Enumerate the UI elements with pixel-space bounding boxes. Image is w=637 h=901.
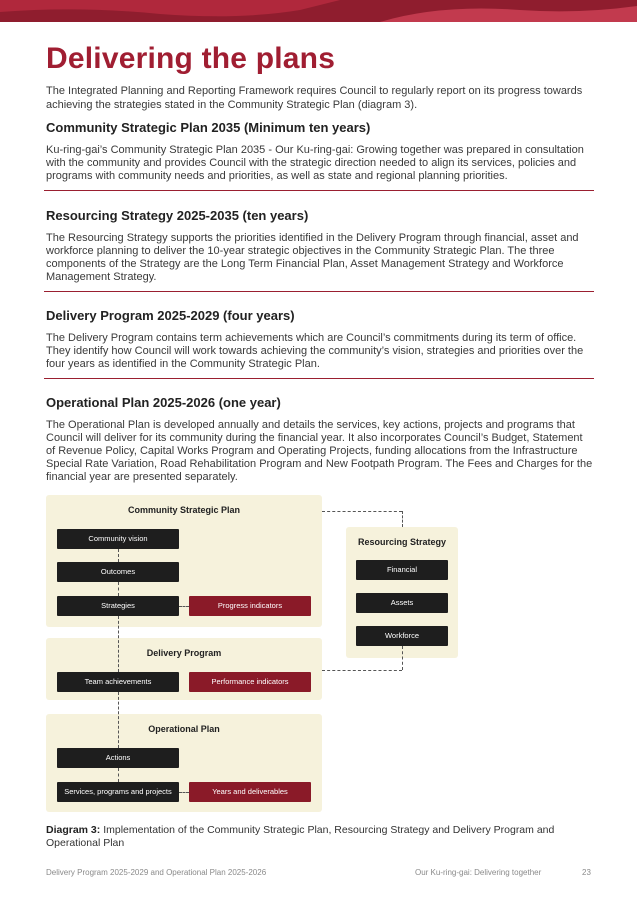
delivery-panel-title: Delivery Program bbox=[146, 648, 222, 658]
financial-box: Financial bbox=[356, 560, 448, 580]
section-body-operational: The Operational Plan is developed annually and details the services, key actions, projects and programs that Council will deliver for its community during the financial year. It also incorporates Council’s Budget, Statement of Revenue Policy, Capital Works Program and Operating Projects, funding allocations from the Infrastructure Special Rate Variation, Road Rehabilitation Program and New Footpath Program. The Fees and Charges for the financial year are presented separately. bbox=[46, 419, 593, 483]
section-divider bbox=[44, 291, 594, 292]
connector-line bbox=[179, 792, 189, 793]
strategies-box: Strategies bbox=[57, 596, 179, 616]
workforce-box: Workforce bbox=[356, 626, 448, 646]
intro-paragraph: The Integrated Planning and Reporting Framework requires Council to regularly report on its progress towards achieving the strategies stated in the Community Strategic Plan (diagram 3). bbox=[46, 85, 583, 111]
performance-indicators-box: Performance indicators bbox=[189, 672, 311, 692]
section-body-resourcing: The Resourcing Strategy supports the priorities identified in the Delivery Program through financial, asset and workforce planning to deliver the 10-year strategic objectives in the Community Strategic Plan. The three components of the Strategy are the Long Term Financial Plan, Asset Management Strategy and Workforce Management Strategy. bbox=[46, 232, 579, 283]
connector-line bbox=[118, 692, 119, 748]
community-vision-box: Community vision bbox=[57, 529, 179, 549]
progress-indicators-box: Progress indicators bbox=[189, 596, 311, 616]
connector-line bbox=[118, 549, 119, 562]
connector-line bbox=[118, 768, 119, 782]
section-body-csp: Ku-ring-gai’s Community Strategic Plan 2035 - Our Ku-ring-gai: Growing together was prepared in consultation with the community and provides Council with the strategic direction needed to align its services, policies and programs with community needs and priorities, as well as state and regional planning priorities. bbox=[46, 144, 584, 182]
connector-line bbox=[118, 616, 119, 672]
csp-panel-title: Community Strategic Plan bbox=[127, 505, 241, 515]
operational-panel-title: Operational Plan bbox=[148, 724, 220, 734]
connector-line bbox=[322, 670, 402, 671]
section-heading-resourcing: Resourcing Strategy 2025-2035 (ten years) bbox=[46, 208, 309, 223]
connector-line bbox=[179, 606, 189, 607]
diagram-caption bbox=[46, 824, 566, 850]
team-achievements-box: Team achievements bbox=[57, 672, 179, 692]
section-divider bbox=[44, 190, 594, 191]
services-programs-projects-box: Services, programs and projects bbox=[57, 782, 179, 802]
page-number: 23 bbox=[582, 868, 591, 877]
actions-box: Actions bbox=[57, 748, 179, 768]
section-heading-csp: Community Strategic Plan 2035 (Minimum ten years) bbox=[46, 120, 371, 135]
connector-line bbox=[402, 511, 403, 527]
years-deliverables-box: Years and deliverables bbox=[189, 782, 311, 802]
connector-line bbox=[322, 511, 402, 512]
ipr-framework-diagram bbox=[46, 495, 466, 817]
connector-line bbox=[402, 646, 403, 670]
footer-section-title: Our Ku-ring-gai: Delivering together bbox=[415, 868, 542, 877]
section-heading-delivery: Delivery Program 2025-2029 (four years) bbox=[46, 308, 295, 323]
section-divider bbox=[44, 378, 594, 379]
header-decorative-band bbox=[0, 0, 637, 22]
connector-line bbox=[118, 582, 119, 596]
footer-document-title: Delivery Program 2025-2029 and Operational Plan 2025-2026 bbox=[46, 868, 267, 877]
page-title: Delivering the plans bbox=[46, 42, 336, 75]
caption-label: Diagram 3: bbox=[46, 824, 101, 836]
section-body-delivery: The Delivery Program contains term achievements which are Council’s commitments during its term of office. They identify how Council will work towards achieving the community’s vision, strategies and priorities over the four years as identified in the Community Strategic Plan. bbox=[46, 332, 584, 370]
assets-box: Assets bbox=[356, 593, 448, 613]
resourcing-panel-title: Resourcing Strategy bbox=[357, 537, 447, 547]
section-heading-operational: Operational Plan 2025-2026 (one year) bbox=[46, 395, 281, 410]
outcomes-box: Outcomes bbox=[57, 562, 179, 582]
caption-text: Implementation of the Community Strategic Plan, Resourcing Strategy and Delivery Program and Operational Plan bbox=[46, 824, 555, 849]
